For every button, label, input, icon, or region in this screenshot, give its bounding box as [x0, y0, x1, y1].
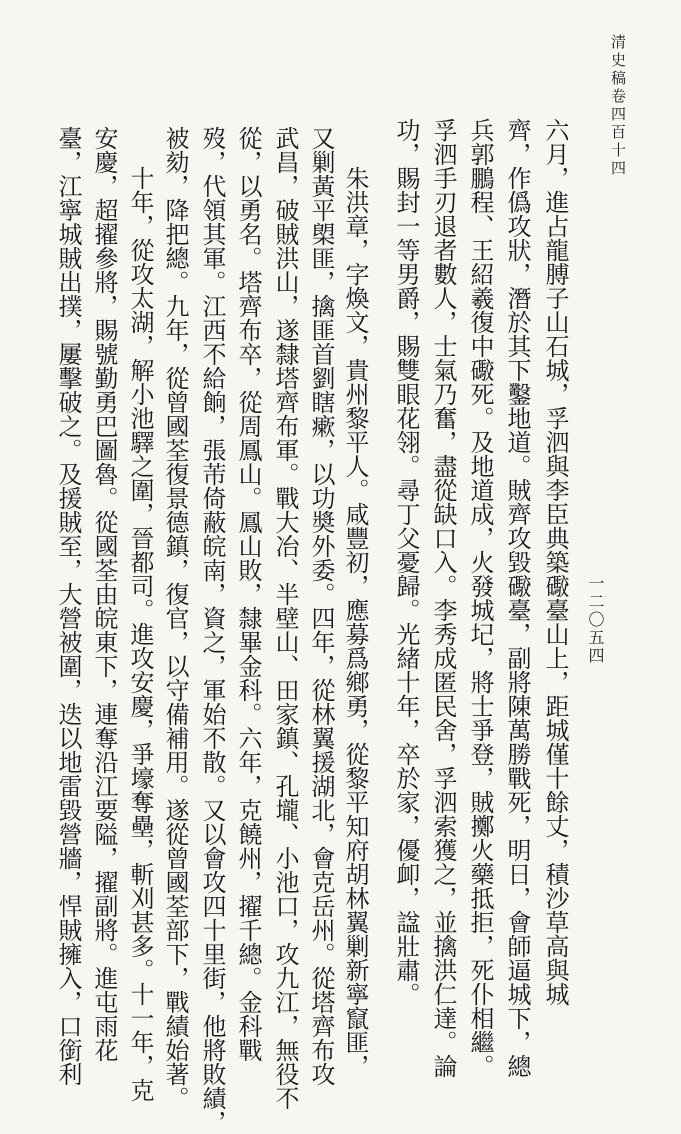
text-column: 被劾，降把總。九年，從曾國荃復景德鎮，復官，以守備補用。遂從曾國荃部下，戰績始著。	[161, 126, 189, 1110]
text-column: 孚泗手刃退者數人，士氣乃奮，盡從缺口入。李秀成匿民舍，孚泗索獲之，並擒洪仁達。論	[429, 118, 457, 1078]
text-column: 從，以勇名。塔齊布卒，從周鳳山。鳳山敗，隸畢金科。六年，克饒州，擢千總。金科戰	[234, 126, 262, 1062]
text-column: 齊，作僞攻狀，潛於其下鑿地道。賊齊攻毀礮臺，副將陳萬勝戰死，明日，會師逼城下，總	[503, 118, 531, 1078]
text-column: 安慶，超擢參將，賜號勤勇巴圖魯。從國荃由皖東下，連奪沿江要隘，擢副將。進屯雨花	[90, 126, 118, 1062]
text-column: 兵郭鵬程、王紹羲復中礮死。及地道成，火發城圮，將士爭登，賊擲火藥抵拒，死仆相繼。	[466, 118, 494, 1078]
running-header: 清史稿卷四百十四	[609, 34, 627, 178]
text-column: 十年，從攻太湖，解小池驛之圍，晉都司。進攻安慶，爭壕奪壘，斬刈甚多。十一年，克	[126, 166, 154, 1102]
page-number: 一二〇五四	[586, 575, 605, 665]
text-column: 又剿黃平㮾匪，擒匪首劉瞎瘶，以功奬外委。四年，從林翼援湖北，會克岳州。從塔齊布攻	[307, 126, 335, 1086]
text-column: 六月，進占龍膊子山石城，孚泗與李臣典築礮臺山上，距城僅十餘丈，積沙草高與城	[541, 118, 569, 1006]
text-column: 朱洪章，字煥文，貴州黎平人。咸豐初，應募爲鄉勇，從黎平知府胡林翼剿新寧竄匪，	[341, 166, 369, 1078]
text-column: 功，賜封一等男爵，賜雙眼花翎。尋丁父憂歸。光緒十年，卒於家，優卹，諡壯肅。	[392, 118, 420, 1006]
text-column: 臺，江寧城賊出撲，屢擊破之。及援賊至，大營被圍，迭以地雷毀營牆，悍賊擁入，口銜利	[54, 126, 82, 1086]
text-column: 武昌，破賊洪山，遂隸塔齊布軍。戰大冶、半壁山、田家鎮、孔壠、小池口，攻九江，無役不	[271, 126, 299, 1110]
text-column: 歿，代領其軍。江西不給餉，張芾倚蔽皖南，資之，軍始不散。又以會攻四十里街，他將敗績，	[198, 126, 226, 1134]
